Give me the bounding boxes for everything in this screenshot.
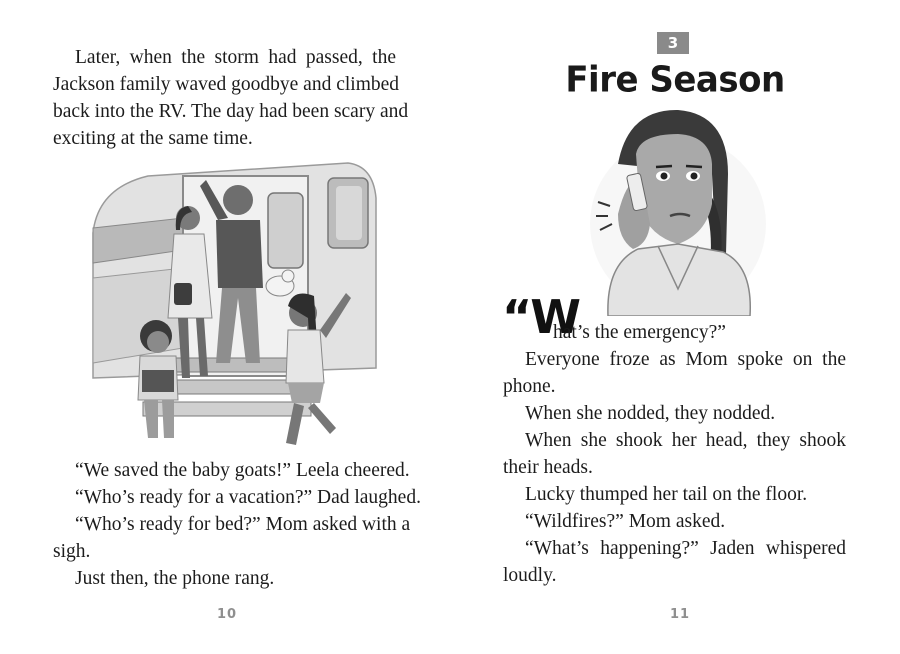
page-number: 11 bbox=[670, 607, 691, 622]
mom-on-phone-illustration bbox=[578, 104, 778, 316]
rv-family-illustration bbox=[88, 158, 378, 453]
text-line: Later, when the storm had passed, the bbox=[75, 47, 396, 68]
text-line: “Who’s ready for bed?” Mom asked with a bbox=[75, 514, 411, 535]
text-line: When she shook her head, they shook bbox=[525, 430, 846, 451]
text-line: “Wildfires?” Mom asked. bbox=[525, 511, 726, 532]
text-line: Jackson family waved goodbye and climbed bbox=[53, 74, 400, 95]
text-line: “Who’s ready for a vacation?” Dad laughed. bbox=[75, 487, 421, 508]
right-page bbox=[450, 0, 900, 654]
text-line: “What’s happening?” Jaden whispered bbox=[525, 538, 846, 559]
text-line: Just then, the phone rang. bbox=[75, 568, 275, 589]
text-line: phone. bbox=[503, 376, 556, 397]
chapter-number-badge: 3 bbox=[657, 32, 689, 54]
text-line: loudly. bbox=[503, 565, 557, 586]
text-line: their heads. bbox=[503, 457, 593, 478]
text-line: “We saved the baby goats!” Leela cheered. bbox=[75, 460, 410, 481]
chapter-title: Fire Season bbox=[565, 59, 785, 101]
text-line: back into the RV. The day had been scary and bbox=[53, 101, 409, 122]
text-line: sigh. bbox=[53, 541, 91, 562]
drop-cap: “W bbox=[502, 290, 579, 344]
text-line: hat’s the emergency?” bbox=[553, 322, 726, 343]
text-line: exciting at the same time. bbox=[53, 128, 253, 149]
text-line: Lucky thumped her tail on the floor. bbox=[525, 484, 808, 505]
page-number: 10 bbox=[217, 607, 238, 622]
text-line: When she nodded, they nodded. bbox=[525, 403, 776, 424]
text-line: Everyone froze as Mom spoke on the bbox=[525, 349, 846, 370]
